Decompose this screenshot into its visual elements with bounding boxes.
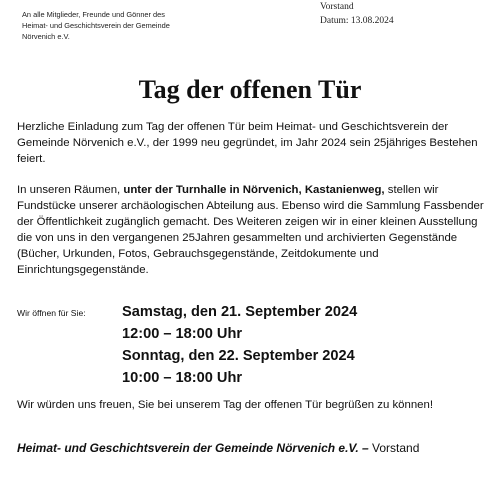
schedule-day-saturday: Samstag, den 21. September 2024 xyxy=(122,304,358,320)
letter-date: Datum: 13.08.2024 xyxy=(320,16,394,26)
sender-block xyxy=(320,0,394,28)
schedule-day-sunday: Sonntag, den 22. September 2024 xyxy=(122,348,355,364)
exhibition-location: unter der Turnhalle in Nörvenich, Kastanienweg, xyxy=(123,184,385,196)
recipient-address xyxy=(22,9,252,42)
page-title: Tag der offenen Tür xyxy=(138,75,362,104)
schedule-time-sunday: 10:00 – 18:00 Uhr xyxy=(122,370,243,386)
exhibition-paragraph xyxy=(17,182,487,278)
sender-name: Vorstand xyxy=(320,2,354,12)
schedule-dates xyxy=(122,301,357,389)
exhibition-text-start: In unseren Räumen, xyxy=(17,184,124,196)
exhibition-text-rest: stellen wir Fundstücke unserer archäologischen Abteilung aus. Ebenso wird die Sammlung Fassbender der Öffentlichkeit zugänglich gemacht. Des Weiteren zeigen wir in einer kleinen Ausstellung die von uns in den vergangenen 25Jahren gesammelten und archivierten Gegenstände (Bücher, Urkunden, Fotos, Gebrauchsgegenstände, Zeitdokumente und Einrichtungsgegenstände. xyxy=(17,184,484,276)
recipient-line: Heimat- und Geschichtsverein der Gemeinde xyxy=(22,21,170,30)
schedule-time-saturday: 12:00 – 18:00 Uhr xyxy=(122,326,243,342)
closing-role: Vorstand xyxy=(368,441,420,455)
closing-organization: Heimat- und Geschichtsverein der Gemeinde Nörvenich e.V. – xyxy=(17,441,369,455)
schedule-label: Wir öffnen für Sie: xyxy=(17,308,86,318)
closing-signature xyxy=(17,440,497,456)
recipient-line: An alle Mitglieder, Freunde und Gönner des xyxy=(22,10,165,19)
invitation-paragraph: Wir würden uns freuen, Sie bei unserem Tag der offenen Tür begrüßen zu können! xyxy=(17,399,434,411)
intro-paragraph: Herzliche Einladung zum Tag der offenen Tür beim Heimat- und Geschichtsverein der Gemeinde Nörvenich e.V., der 1999 neu gegründet, im Jahr 2024 sein 25jähriges Bestehen feiert. xyxy=(17,121,478,165)
recipient-line: Nörvenich e.V. xyxy=(22,32,70,41)
